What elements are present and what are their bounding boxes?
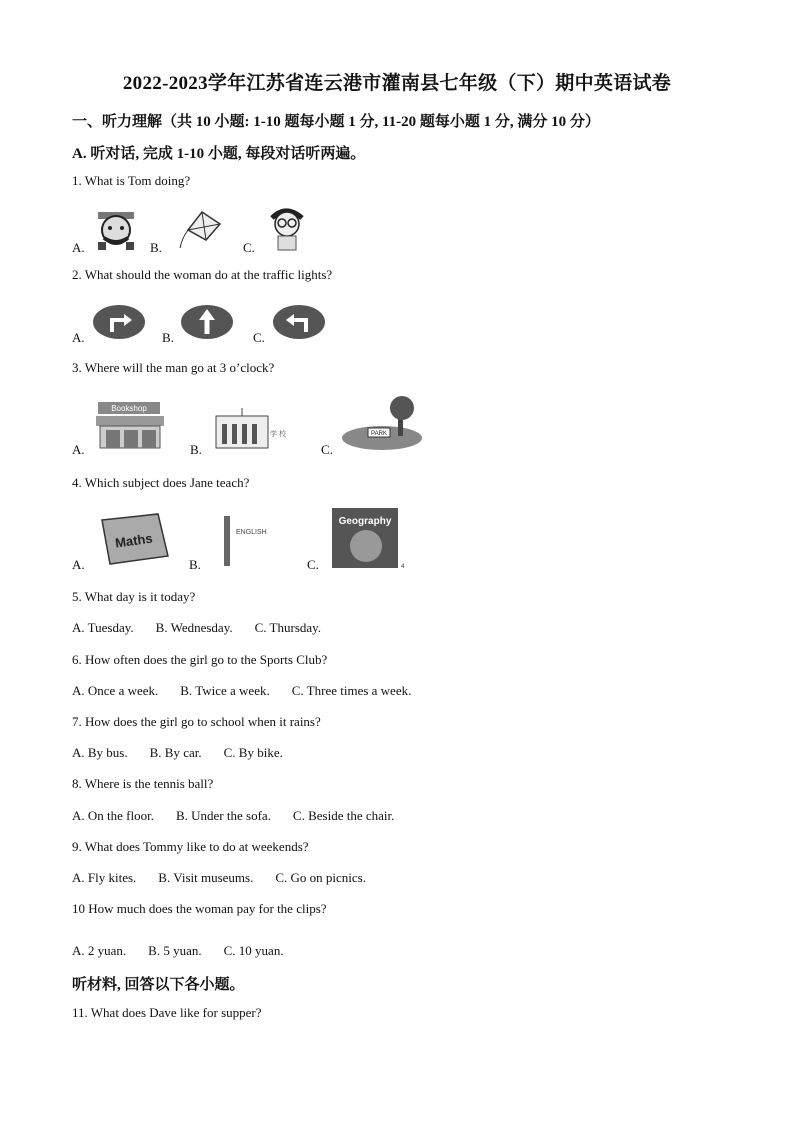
options-row	[72, 620, 343, 636]
options-row	[72, 870, 388, 886]
shop-sign-text: Bookshop	[111, 404, 147, 413]
option-c: C. 10 yuan.	[223, 943, 284, 958]
question-8: 8. Where is the tennis ball?	[72, 776, 214, 791]
school-sign-text: 学 校	[270, 431, 286, 438]
options-row	[72, 808, 416, 824]
option-b: B. Twice a week.	[180, 683, 270, 698]
english-book-image	[222, 514, 286, 568]
question-7: 7. How does the girl go to school when it rains?	[72, 714, 321, 729]
go-straight-sign-icon	[180, 304, 234, 340]
boy-with-headband-image	[92, 206, 140, 252]
option-c-label: C.	[321, 442, 333, 457]
question-2: 2. What should the woman do at the traffic lights?	[72, 267, 333, 282]
english-book-title: ENGLISH	[236, 529, 267, 536]
option-a: A. Tuesday.	[72, 620, 134, 635]
option-a-label: A.	[72, 442, 85, 457]
option-a: A. Fly kites.	[72, 870, 137, 885]
question-6: 6. How often does the girl go to the Sports Club?	[72, 652, 328, 667]
boy-with-glasses-image	[266, 204, 308, 252]
option-c-label: C.	[253, 330, 265, 345]
option-c-label: C.	[243, 240, 255, 255]
school-image	[212, 406, 288, 450]
option-b: B. Wednesday.	[155, 620, 233, 635]
option-a: A. On the floor.	[72, 808, 154, 823]
option-c: C. Go on picnics.	[275, 870, 366, 885]
option-c: C. Three times a week.	[291, 683, 412, 698]
option-c: C. Beside the chair.	[292, 808, 395, 823]
turn-left-sign-icon	[272, 304, 326, 340]
option-b-label: B.	[150, 240, 162, 255]
option-a-label: A.	[72, 330, 85, 345]
part-a-instruction: A. 听对话, 完成 1-10 小题, 每段对话听两遍。	[72, 146, 366, 162]
option-a-label: A.	[72, 557, 85, 572]
options-row	[72, 683, 433, 699]
page-title: 2022-2023学年江苏省连云港市灌南县七年级（下）期中英语试卷	[122, 73, 672, 94]
option-b: B. Visit museums.	[158, 870, 254, 885]
maths-book-image	[96, 512, 172, 566]
part-b-instruction: 听材料, 回答以下各小题。	[72, 977, 245, 993]
question-10: 10 How much does the woman pay for the clips?	[72, 901, 327, 916]
park-image	[340, 394, 422, 452]
option-a-label: A.	[72, 240, 85, 255]
option-b: B. By car.	[149, 745, 202, 760]
option-a: A. 2 yuan.	[72, 943, 127, 958]
maths-book-title: Maths	[114, 530, 154, 551]
geography-book-image	[332, 508, 404, 570]
options-row	[72, 745, 305, 761]
option-c: C. Thursday.	[254, 620, 322, 635]
question-1: 1. What is Tom doing?	[72, 173, 191, 188]
kite-image	[176, 210, 222, 250]
option-b: B. 5 yuan.	[148, 943, 202, 958]
option-b-label: B.	[190, 442, 202, 457]
question-11: 11. What does Dave like for supper?	[72, 1005, 262, 1020]
turn-right-sign-icon	[92, 304, 146, 340]
section-heading: 一、听力理解（共 10 小题: 1-10 题每小题 1 分, 11-20 题每小题 1 分, 满分 10 分）	[72, 114, 600, 130]
option-c-label: C.	[307, 557, 319, 572]
bookshop-image	[92, 400, 168, 452]
option-a: A. By bus.	[72, 745, 128, 760]
question-4: 4. Which subject does Jane teach?	[72, 475, 250, 490]
question-9: 9. What does Tommy like to do at weekends?	[72, 839, 309, 854]
options-row	[72, 943, 306, 959]
option-b-label: B.	[162, 330, 174, 345]
option-b-label: B.	[189, 557, 201, 572]
option-b: B. Under the sofa.	[175, 808, 271, 823]
question-5: 5. What day is it today?	[72, 589, 196, 604]
geography-book-title: Geography	[338, 516, 392, 527]
question-3: 3. Where will the man go at 3 o’clock?	[72, 360, 275, 375]
park-sign-text: PARK	[371, 431, 387, 437]
option-a: A. Once a week.	[72, 683, 159, 698]
page-mark: 4	[401, 564, 405, 570]
option-c: C. By bike.	[223, 745, 283, 760]
